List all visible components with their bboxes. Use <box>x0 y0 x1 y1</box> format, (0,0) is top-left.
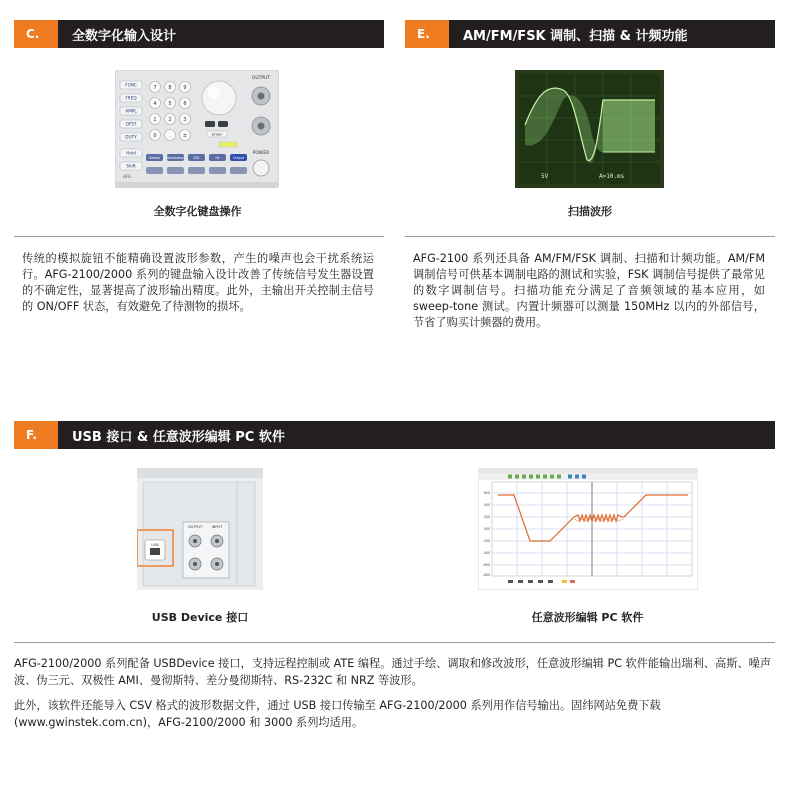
usb-port-icon <box>150 548 160 555</box>
duty-button[interactable]: DUTY <box>125 134 137 140</box>
section-c-header <box>14 20 384 48</box>
y-tick-400: 400 <box>483 503 490 507</box>
section-e-tag: E. <box>405 20 449 48</box>
keypad-panel-graphic <box>115 70 279 188</box>
section-f-title: USB 接口 & 任意波形编辑 PC 软件 <box>58 421 775 449</box>
ampl-button[interactable]: AMPL <box>125 108 137 114</box>
y-tick-000: 000 <box>483 527 490 531</box>
key-2[interactable]: 2 <box>168 117 172 123</box>
section-f-paragraph-1: AFG-2100/2000 系列配备 USBDevice 接口，支持远程控制或 ATE 编程。通过手绘、调取和修改波形，任意波形编辑 PC 软件能输出瑞利、高斯、噪声波、伪三元、双极性 AMI、曼彻斯特、差分曼彻斯特、RS-232C 和 NRZ 等波形。 <box>14 657 772 687</box>
power-label: POWER <box>252 151 270 156</box>
section-c-paragraph: 传统的模拟旋钮不能精确设置波形参数，产生的噪声也会干扰系统运行。AFG-2100/2000 系列的键盘输入设计改善了传统信号发生器设置的不确定性，显著提高了波形输出精度。此外，主输出开关控制主信号的 ON/OFF 状态，有效避免了待测物的损坏。 <box>22 252 374 313</box>
key-5[interactable]: 5 <box>168 101 172 107</box>
scope-sweep-graphic <box>515 70 664 188</box>
output-button[interactable]: Output <box>232 156 245 160</box>
y-tick-200: 200 <box>483 515 490 519</box>
rear-input-label: INPUT <box>211 525 223 529</box>
key-8[interactable]: 8 <box>168 85 172 91</box>
scope-right-readout: A=10.ms <box>599 173 625 180</box>
ofst-button[interactable]: OFST <box>125 121 137 127</box>
key-4[interactable]: 4 <box>153 101 157 107</box>
hz-button[interactable]: Hz <box>215 156 220 160</box>
section-f-divider <box>14 642 775 643</box>
section-e-header <box>405 20 775 48</box>
modulation-button[interactable]: Modulation <box>166 156 185 160</box>
output-label: OUTPUT <box>251 76 271 81</box>
fsk-button[interactable]: FSK <box>193 156 200 160</box>
key-3[interactable]: 3 <box>183 117 187 123</box>
software-caption: 任意波形编辑 PC 软件 <box>531 611 644 624</box>
scope-sweep-image <box>515 70 664 188</box>
func-button[interactable]: FUNC <box>125 82 137 88</box>
section-e-paragraph: AFG-2100 系列还具备 AM/FM/FSK 调制、扫描和计频功能。AM/FM 调制信号可供基本调制电路的测试和实验，FSK 调制信号提供了最常见的数字调制信号。扫描功能充分满足了音频领域的基本应用，如 sweep-tone 测试。内置计频器可以测量 150MHz 以内的外部信号，节省了购买计频器的费用。 <box>413 252 765 329</box>
right-arrow-button[interactable] <box>218 121 228 127</box>
y-tick-neg600: -600 <box>482 563 490 567</box>
section-c-tag: C. <box>14 20 58 48</box>
rear-usb-panel-graphic <box>137 468 263 590</box>
hold-button[interactable]: Hold <box>126 150 136 156</box>
key-9[interactable]: 9 <box>183 85 187 91</box>
y-tick-neg800: -800 <box>482 573 490 577</box>
section-f-header <box>14 421 775 449</box>
section-e-title: AM/FM/FSK 调制、扫描 & 计频功能 <box>449 20 775 48</box>
usb-device-caption: USB Device 接口 <box>151 611 249 624</box>
keypad-caption: 全数字化键盘操作 <box>153 205 242 218</box>
scope-left-readout: 5V <box>541 173 549 180</box>
indicator-led <box>219 142 237 147</box>
usb-port-label: USB <box>151 543 159 547</box>
section-c-divider <box>14 236 384 237</box>
freq-button[interactable]: FREQ <box>125 95 137 101</box>
left-arrow-button[interactable] <box>205 121 215 127</box>
section-f-paragraph-2: 此外，该软件还能导入 CSV 格式的波形数据文件，通过 USB 接口传输至 AFG-2100/2000 系列用作信号输出。固纬网站免费下载 (www.gwinstek.com.cn)，AFG-2100/2000 和 3000 系列均适用。 <box>14 699 661 729</box>
section-f-tag: F. <box>14 421 58 449</box>
key-plus-minus[interactable]: ± <box>182 133 188 139</box>
key-1[interactable]: 1 <box>153 117 157 123</box>
panel-brand-label: AFG <box>123 174 132 179</box>
section-c-title: 全数字化输入设计 <box>58 20 384 48</box>
waveform-software-image <box>478 468 698 590</box>
y-tick-neg400: -400 <box>482 551 490 555</box>
keypad-panel-image <box>115 70 279 188</box>
section-e-divider <box>405 236 775 237</box>
sweep-button[interactable]: Sweep <box>149 156 160 160</box>
y-tick-neg200: -200 <box>482 539 490 543</box>
key-6[interactable]: 6 <box>183 101 187 107</box>
main-knob[interactable] <box>202 81 236 115</box>
key-dot[interactable]: . <box>169 133 171 139</box>
y-tick-600: 600 <box>483 491 490 495</box>
sweep-caption: 扫描波形 <box>568 205 612 218</box>
rear-usb-panel-image <box>137 468 263 590</box>
shift-button[interactable]: Shift <box>126 163 136 169</box>
rear-output-label: OUTPUT <box>187 525 203 529</box>
key-0[interactable]: 0 <box>153 133 157 139</box>
waveform-software-graphic <box>478 468 698 590</box>
key-7[interactable]: 7 <box>153 85 157 91</box>
power-button[interactable] <box>253 160 269 176</box>
enter-button-label: Enter <box>211 131 223 137</box>
